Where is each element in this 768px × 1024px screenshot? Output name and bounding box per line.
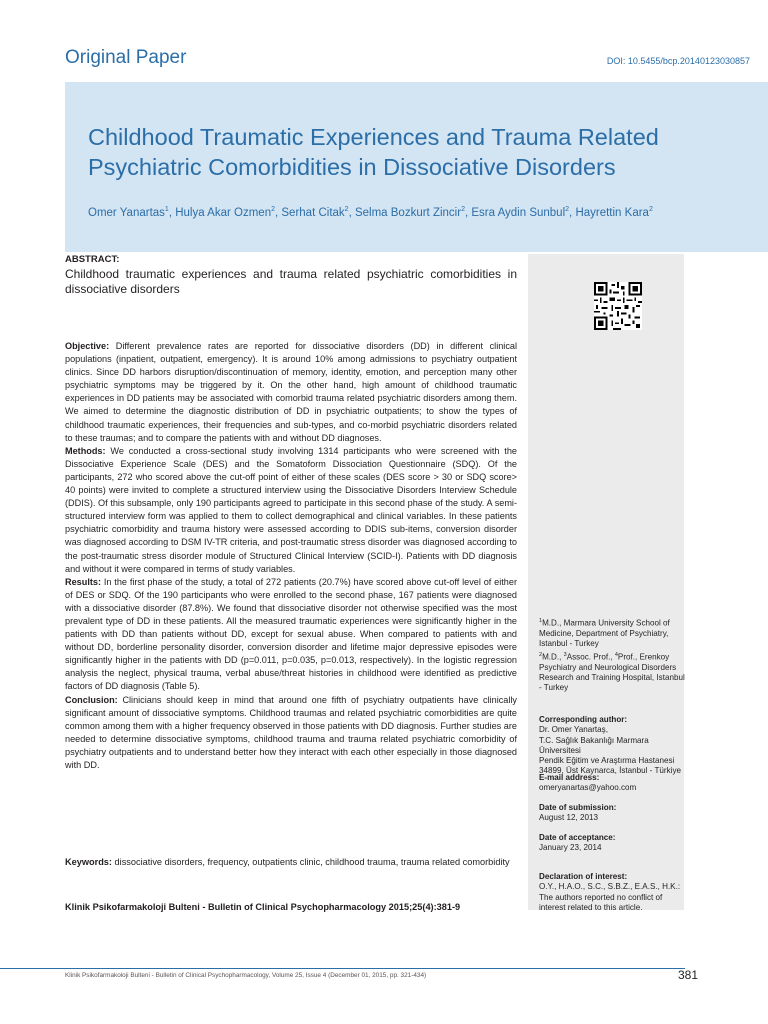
affiliation-1-text: M.D., Marmara University School of Medicine, Department of Psychiatry, Istanbul - Turkey — [539, 618, 670, 649]
author-list: Omer Yanartas$^1$, Hulya Akar Ozmen$^2$, Serhat Citak$^2$, Selma Bozkurt Zincir$^2$, Esra Aydin Sunbul$^2$, Hayrettin Kara$^2$ — [88, 206, 653, 219]
title-line: Childhood Traumatic Experiences and Trauma Related — [88, 124, 659, 150]
submission-date: August 12, 2013 — [539, 813, 598, 823]
acceptance-section — [539, 833, 685, 854]
affiliation-mark: 2 — [271, 206, 275, 213]
abstract-objective — [65, 340, 517, 445]
affiliation-mark: 1 — [539, 618, 543, 624]
submission-section — [539, 803, 685, 824]
title-band — [65, 82, 768, 252]
footer-rule — [0, 968, 685, 969]
author-name: Selma Bozkurt Zincir — [354, 206, 462, 219]
section-label: Original Paper — [65, 47, 187, 68]
keywords — [65, 854, 517, 870]
doi-link[interactable]: DOI: 10.5455/bcp.20140123030857 — [606, 56, 750, 66]
title-line: Psychiatric Comorbidities in Dissociative Disorders — [88, 154, 616, 180]
affiliation-mark: 2 — [565, 206, 570, 213]
affiliation-1 — [539, 616, 685, 650]
affiliation-role: Assoc. Prof., — [566, 652, 615, 662]
affiliation-role: Prof., — [617, 652, 640, 662]
author-name: Omer Yanartas — [88, 206, 165, 219]
info-sidebar — [528, 254, 684, 910]
keywords-label: Keywords: — [65, 857, 112, 867]
affiliation-mark: 1 — [164, 206, 169, 213]
section-label-objective: Objective: — [65, 341, 110, 351]
footer-journal: Klinik Psikofarmakoloji Bulteni - Bulletin of Clinical Psychopharmacology, Volume 25, Issue 4 (December 01, 2015, pp. 321-434) — [65, 972, 427, 979]
affiliation-role: M.D., — [542, 652, 564, 662]
interest-heading: Declaration of interest: — [539, 872, 628, 881]
submission-heading: Date of submission: — [539, 803, 617, 812]
email-heading: E-mail address: — [539, 773, 600, 782]
abstract-conclusion — [65, 694, 517, 773]
affiliation-mark: 2 — [344, 206, 349, 213]
affiliation-2-text: Erenkoy Psychiatry and Neurological Disorders Research and Training Hospital, Istanbul - Turkey — [539, 652, 685, 693]
affiliation-mark: 3 — [563, 651, 567, 658]
email-section — [539, 773, 685, 794]
section-label-conclusion: Conclusion: — [65, 694, 118, 705]
section-label-results: Results: — [65, 576, 102, 587]
corresponding-author — [539, 715, 685, 777]
keywords-text: dissociative disorders, frequency, outpatients clinic, childhood trauma, trauma related comorbidity — [114, 857, 510, 867]
qr-code-icon — [594, 282, 642, 330]
abstract-results — [65, 576, 517, 694]
interest-text: O.Y., H.A.O., S.C., S.B.Z., E.A.S., H.K.: The authors reported no conflict of interest related to this article. — [539, 882, 681, 912]
acceptance-date: January 23, 2014 — [539, 843, 602, 853]
corresponding-heading: Corresponding author: — [539, 715, 628, 724]
section-text-objective: Different prevalence rates are reported for dissociative disorders (DD) in different clinical populations (inpatient, outpatient, emergency). It is around 10% among admissions to psychiatry outpatient clinics. Since DD harbors disruption/discontinuation of memory, identity, emotion, and perception many other psychiatric symptoms may be triggered by it. On the other hand, high amount of childhood traumatic experiences in DD patients may be associated with comorbid trauma related psychiatric disorders among them. We aimed to determine the diagnostic distribution of DD in psychiatric outpatients; to show the types of childhood traumatic experiences, their frequencies and sub-types, and co-morbid psychiatric disorders related to these traumas; and to compare the patients with and without DD diagnoses. — [65, 341, 517, 443]
abstract-body — [65, 340, 517, 772]
section-text-results: In the first phase of the study, a total of 272 patients (20.7%) have scored above cut-off level of either of DES or SDQ. Of the 190 participants who were enrolled to the second phase, 167 patients were diagnosed with a dissociative disorder (87.8%). We found that dissociative disorder not otherwise specified was the most prevalent type of DD in these patients. All the measured traumatic experiences were significantly higher in the patients with DD than patients without DD, except for sexual abuse. When compared to patients with and without DD, borderline personality disorder, conversion disorder and lifetime major depressive episodes were significantly higher in the patients with DD (p=0.011, p=0.035, p=0.013, respectively). In the logistic regression analysis the neglect, physical trauma, verbal abuse/threat histories in childhood were identified as predictive factors of DD diagnosis (Table 5). — [65, 576, 517, 692]
abstract-heading: ABSTRACT: — [65, 254, 120, 265]
page-header — [0, 0, 768, 82]
affiliation-mark: 2 — [648, 206, 653, 213]
section-text-conclusion: Clinicians should keep in mind that around one fifth of psychiatry outpatients have clinically significant amount of dissociative symptoms. Childhood traumas and related psychiatric comorbidities are quite common among them with a higher frequency observed in those patients with DD diagnosis. Further studies are needed to determine dissociative symptoms, childhood trauma and trauma related psychiatric comorbidity of psychiatry outpatients and to understand better how they interact with each other especially in those diagnosed with DD. — [65, 694, 517, 770]
acceptance-heading: Date of acceptance: — [539, 833, 616, 842]
affiliation-mark: 2 — [539, 651, 543, 658]
corresponding-text: Dr. Omer Yanartaş, T.C. Sağlık Bakanlığı Marmara Üniversitesi Pendik Eğitim ve Araştırma Hastanesi 34899, Üst Kaynarca, İstanbul - Türkiye — [539, 725, 682, 776]
affiliation-mark: 2 — [461, 206, 465, 213]
abstract-methods — [65, 445, 517, 576]
affiliations — [539, 616, 685, 693]
affiliation-mark: 4 — [614, 651, 618, 658]
interest-section — [539, 872, 685, 913]
abstract-subtitle: Childhood traumatic experiences and trauma related psychiatric comorbidities in dissociative disorders — [65, 267, 517, 296]
author-name: Hayrettin Kara — [575, 206, 649, 219]
author-name: Serhat Citak — [281, 206, 345, 219]
citation: Klinik Psikofarmakoloji Bulteni - Bulletin of Clinical Psychopharmacology 2015;25(4):381-9 — [65, 902, 461, 912]
affiliation-2 — [539, 650, 685, 694]
section-label-methods: Methods: — [65, 445, 106, 456]
author-name: Hulya Akar Ozmen — [175, 206, 272, 219]
page-number: 381 — [678, 968, 699, 982]
author-name: Esra Aydin Sunbul — [471, 206, 566, 219]
article-title — [88, 122, 748, 182]
email-link[interactable]: omeryanartas@yahoo.com — [539, 783, 637, 793]
section-text-methods: We conducted a cross-sectional study involving 1314 participants who were screened with the Dissociative Experience Scale (DES) and the Somatoform Dissociation Questionnaire (SDQ). Of the participants, 272 who scored above the cut-off point of either of these scales (DES score > 30 or SDQ score> 40 points) were invited to complete a structured interview using the Dissociative Disorders Interview Schedule (DDIS). Of this subsample, only 190 participants agreed to participate in this second phase of the study. A semi-structured interview form was applied to them to collect demographical and clinical variables. In these patients psychiatric comorbidity and trauma history were assessed according to DDIS sub-items, conversion disorder was diagnosed according to DSM IV-TR criteria, and post-traumatic stress disorder was diagnosed according to the post-traumatic stress disorder module of Structured Clinical Interview (SCID-I). Patients with DD diagnosis and without it were compared in terms of study variables. — [65, 445, 517, 574]
